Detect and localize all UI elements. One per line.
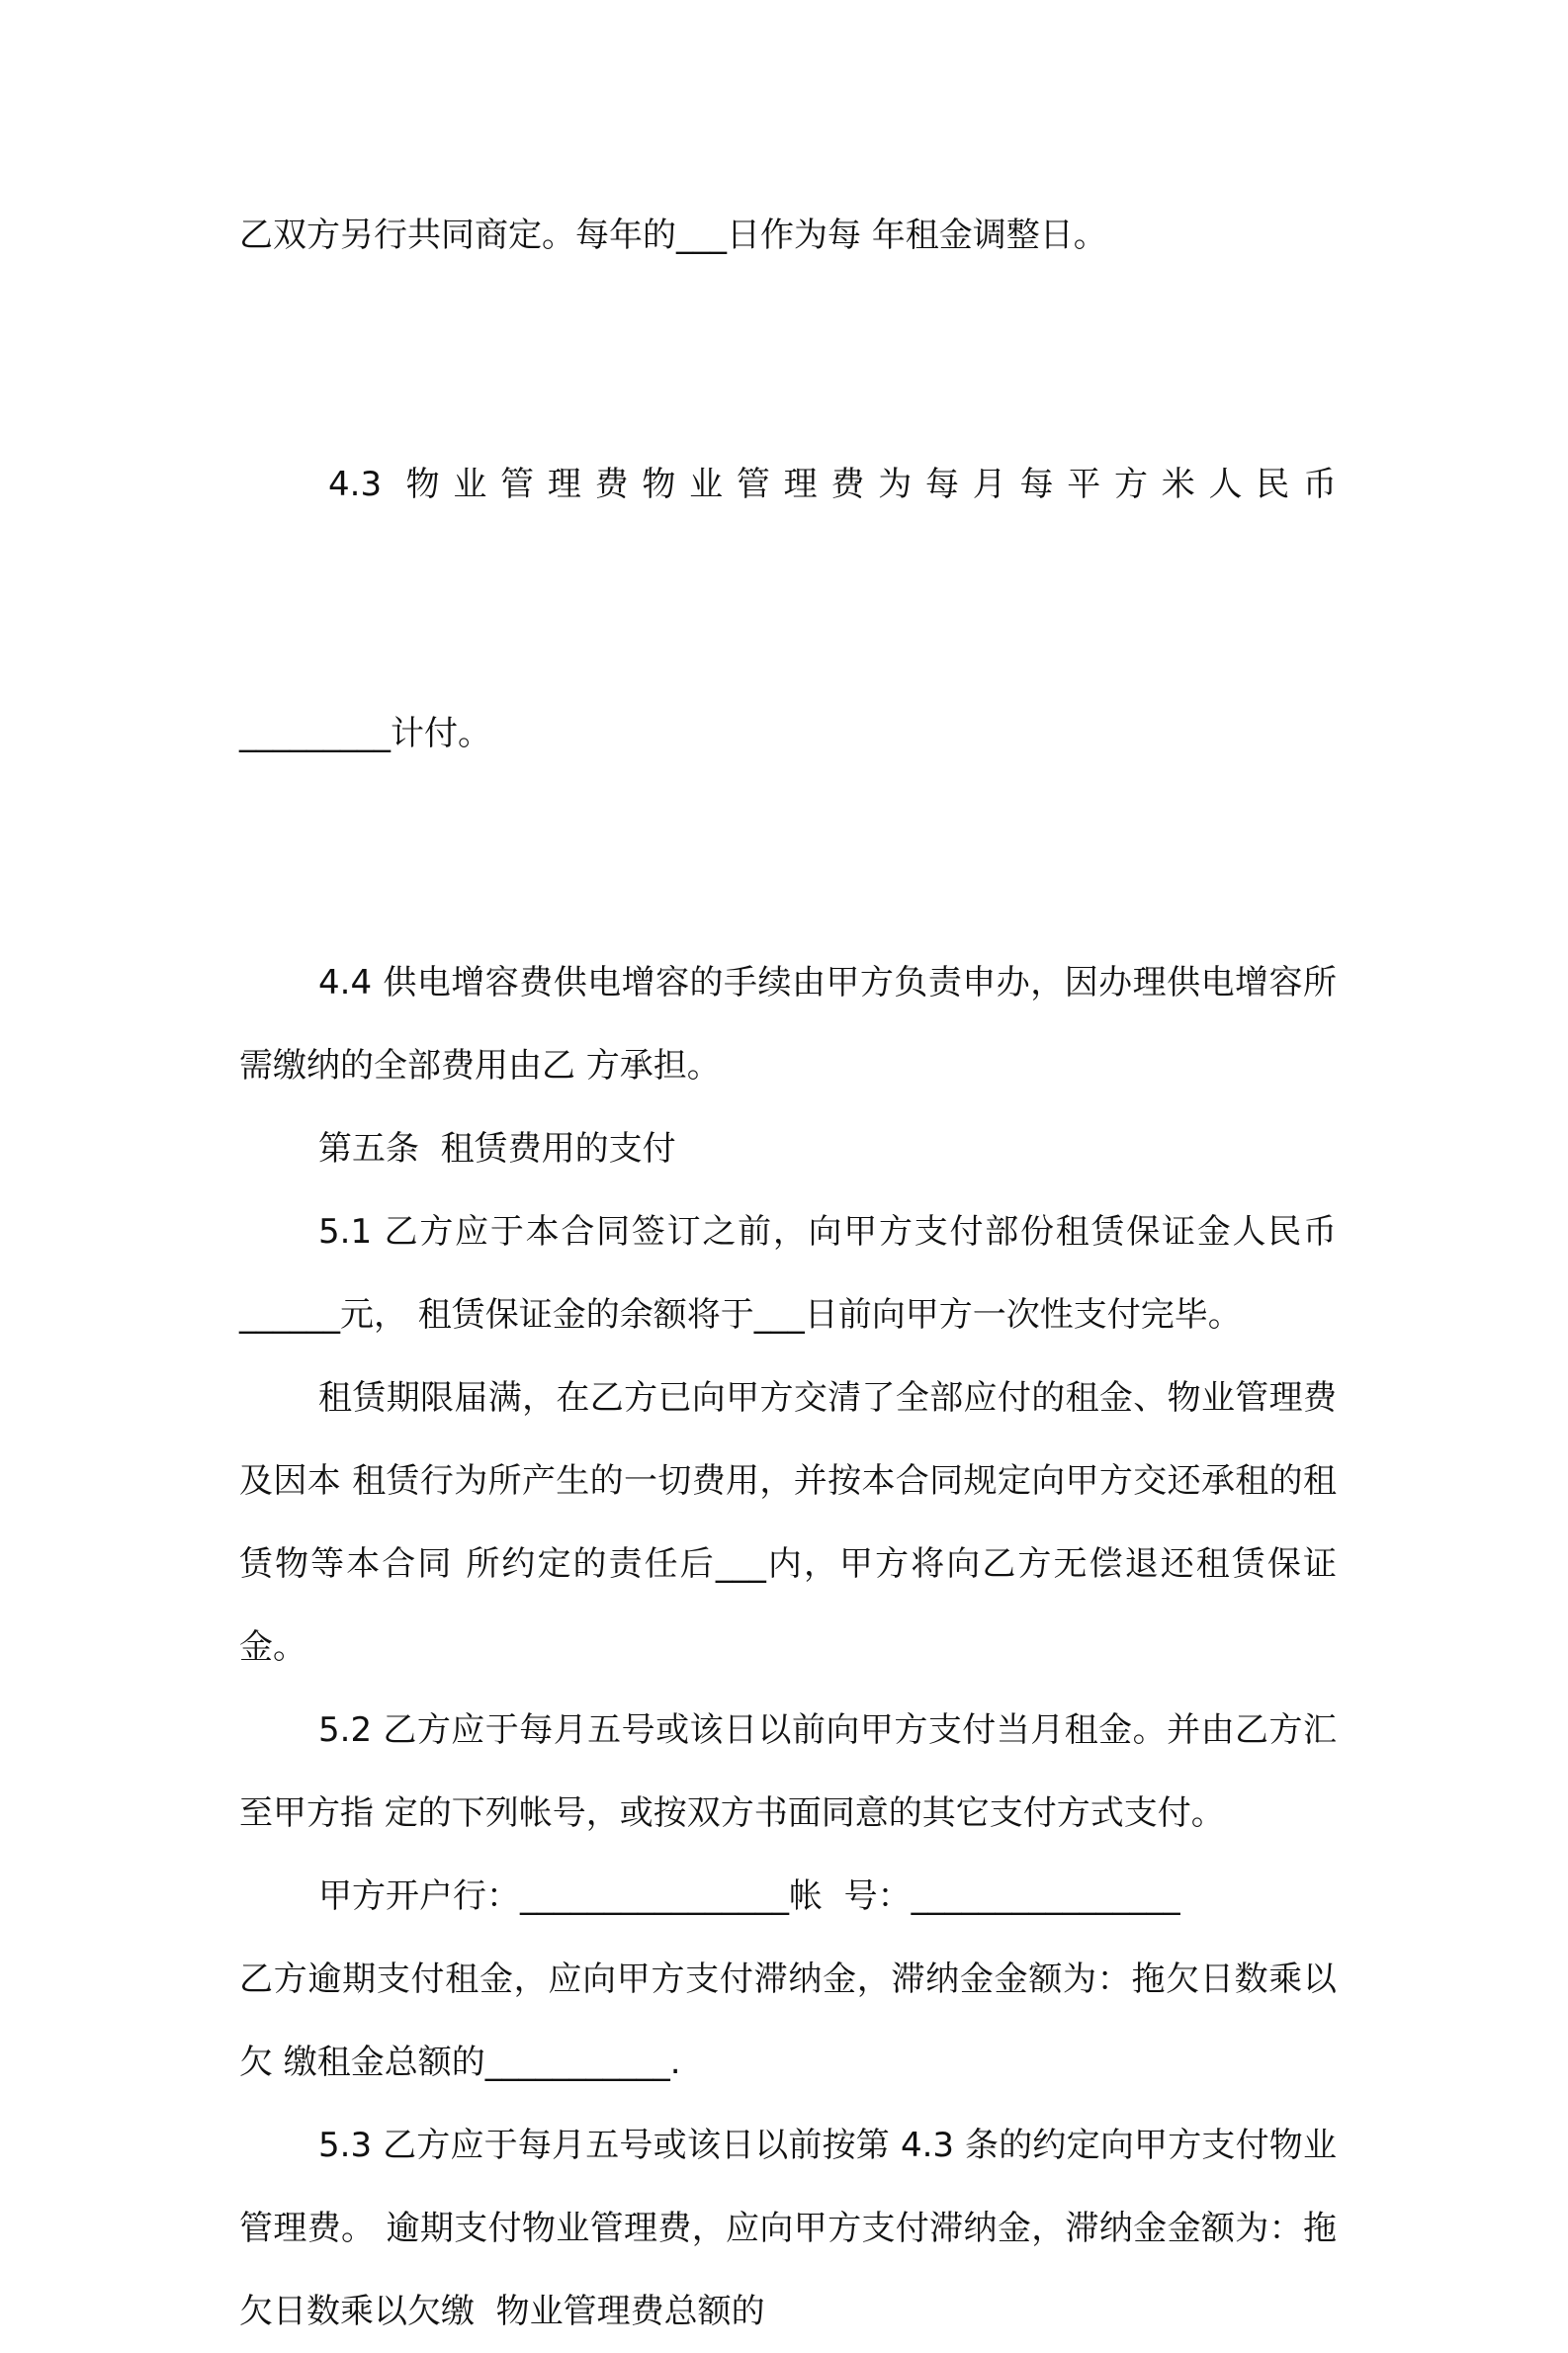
paragraph-deposit-refund: 租赁期限届满，在乙方已向甲方交清了全部应付的租金、物业管理费及因本 租赁行为所产生的一切费用，并按本合同规定向甲方交还承租的租赁物等本合同 所约定的责任后___内，甲方将向乙方无偿退还租赁保证金。 <box>239 1378 1337 1667</box>
paragraph-5-1-deposit: 5.1 乙方应于本合同签订之前，向甲方支付部份租赁保证金人民币______元， 租赁保证金的余额将于___日前向甲方一次性支付完毕。 <box>239 1212 1337 1335</box>
paragraph-bank-account: 甲方开户行：________________帐 号：________________ <box>318 1876 1180 1916</box>
paragraph-4-3-line2: _________计付。 <box>239 714 491 753</box>
paragraph-4-3-line1: 4.3 物业管理费物业管理费为每月每平方米人民币 <box>328 465 1337 504</box>
paragraph-4-4-power-capacity: 4.4 供电增容费供电增容的手续由甲方负责申办，因办理供电增容所需缴纳的全部费用由乙 方承担。 <box>239 963 1337 1086</box>
paragraph-rent-adjustment: 乙双方另行共同商定。每年的___日作为每 年租金调整日。 <box>239 216 1107 255</box>
paragraph-late-fee-rent: 乙方逾期支付租金，应向甲方支付滞纳金，滞纳金金额为：拖欠日数乘以欠 缴租金总额的___________. <box>239 1960 1337 2082</box>
document-page <box>239 194 1337 2353</box>
section-heading-article-5: 第五条 租赁费用的支付 <box>318 1129 676 1169</box>
paragraph-5-3-property-fee-payment: 5.3 乙方应于每月五号或该日以前按第 4.3 条的约定向甲方支付物业管理费。 逾期支付物业管理费，应向甲方支付滞纳金，滞纳金金额为：拖欠日数乘以欠缴 物业管理费总额的 <box>239 2126 1337 2331</box>
paragraph-5-2-monthly-rent: 5.2 乙方应于每月五号或该日以前向甲方支付当月租金。并由乙方汇至甲方指 定的下列帐号，或按双方书面同意的其它支付方式支付。 <box>239 1710 1337 1833</box>
paragraph-4-3-property-fee <box>239 277 1337 941</box>
